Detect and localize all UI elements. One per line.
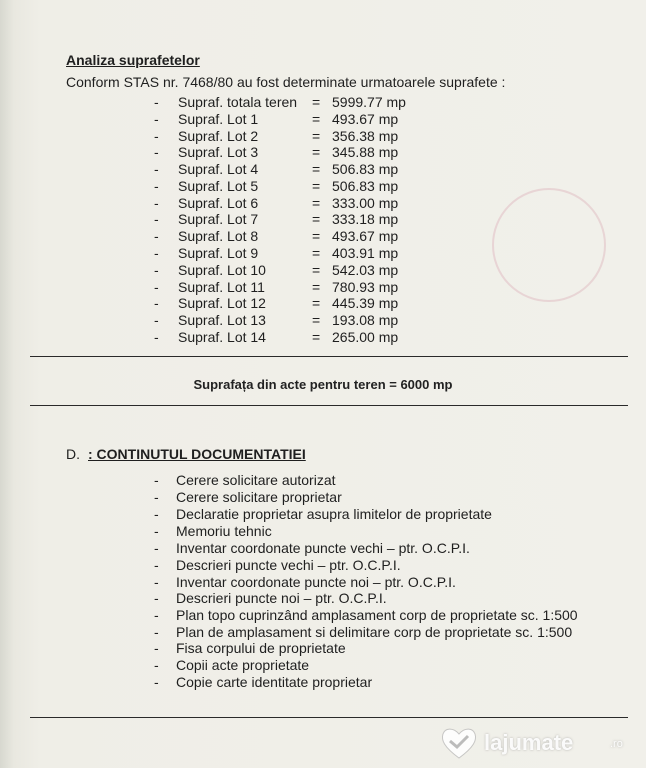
list-dash: - xyxy=(154,161,159,177)
list-dash: - xyxy=(154,489,159,505)
equals-sign: = xyxy=(312,195,321,211)
surface-value: 780.93 mp xyxy=(332,279,399,295)
list-item-text: Descrieri puncte noi – ptr. O.C.P.I. xyxy=(176,590,387,606)
list-dash: - xyxy=(154,624,159,640)
list-dash: - xyxy=(154,657,159,673)
list-item-text: Plan de amplasament si delimitare corp de proprietate sc. 1:500 xyxy=(176,624,573,640)
section-d-title: : CONTINUTUL DOCUMENTATIEI xyxy=(88,446,306,462)
list-item-text: Memoriu tehnic xyxy=(176,523,272,539)
watermark-text: lajumate xyxy=(484,730,574,755)
list-item-text: Inventar coordonate puncte noi – ptr. O.C.P.I. xyxy=(176,574,456,590)
list-item-text: Copie carte identitate proprietar xyxy=(176,674,373,690)
surface-label: Supraf. totala teren xyxy=(178,94,298,110)
list-dash: - xyxy=(154,557,159,573)
surface-value: 542.03 mp xyxy=(332,262,399,278)
section-title: Analiza suprafetelor xyxy=(66,52,200,68)
list-dash: - xyxy=(154,574,159,590)
list-item-text: Cerere solicitare proprietar xyxy=(176,489,342,505)
list-dash: - xyxy=(154,211,159,227)
equals-sign: = xyxy=(312,211,321,227)
surface-value: 493.67 mp xyxy=(332,228,399,244)
surface-value: 445.39 mp xyxy=(332,295,399,311)
watermark-tld: .ro xyxy=(610,738,623,750)
list-item-text: Plan topo cuprinzând amplasament corp de proprietate sc. 1:500 xyxy=(176,607,578,623)
list-dash: - xyxy=(154,228,159,244)
list-dash: - xyxy=(154,94,159,110)
divider-line xyxy=(30,405,628,406)
equals-sign: = xyxy=(312,128,321,144)
equals-sign: = xyxy=(312,178,321,194)
total-area-value: 6000 mp xyxy=(400,377,453,392)
surface-value: 193.08 mp xyxy=(332,312,399,328)
equals-sign: = xyxy=(312,144,321,160)
surface-label: Supraf. Lot 5 xyxy=(178,178,259,194)
equals-sign: = xyxy=(312,279,321,295)
divider-line xyxy=(30,356,628,357)
list-dash: - xyxy=(154,245,159,261)
list-dash: - xyxy=(154,279,159,295)
surface-value: 333.00 mp xyxy=(332,195,399,211)
surface-value: 493.67 mp xyxy=(332,111,399,127)
equals-sign: = xyxy=(312,94,321,110)
surface-label: Supraf. Lot 10 xyxy=(178,262,266,278)
list-dash: - xyxy=(154,329,159,345)
surface-label: Supraf. Lot 11 xyxy=(178,279,265,295)
surface-value: 506.83 mp xyxy=(332,178,399,194)
list-dash: - xyxy=(154,144,159,160)
surface-value: 333.18 mp xyxy=(332,211,399,227)
surface-label: Supraf. Lot 4 xyxy=(178,161,259,177)
equals-sign: = xyxy=(312,228,321,244)
list-dash: - xyxy=(154,312,159,328)
list-dash: - xyxy=(154,295,159,311)
surface-label: Supraf. Lot 6 xyxy=(178,195,259,211)
equals-sign: = xyxy=(312,245,321,261)
stamp-bleed-through xyxy=(492,188,606,302)
list-dash: - xyxy=(154,506,159,522)
surface-value: 345.88 mp xyxy=(332,144,399,160)
list-dash: - xyxy=(154,607,159,623)
list-dash: - xyxy=(154,540,159,556)
heart-icon xyxy=(440,726,478,765)
list-dash: - xyxy=(154,640,159,656)
list-item-text: Descrieri puncte vechi – ptr. O.C.P.I. xyxy=(176,557,401,573)
list-item-text: Declaratie proprietar asupra limitelor de proprietate xyxy=(176,506,492,522)
list-dash: - xyxy=(154,111,159,127)
surface-value: 5999.77 mp xyxy=(332,94,406,110)
total-area-line xyxy=(0,377,646,392)
list-dash: - xyxy=(154,195,159,211)
surface-label: Supraf. Lot 2 xyxy=(178,128,259,144)
list-dash: - xyxy=(154,674,159,690)
list-dash: - xyxy=(154,523,159,539)
intro-text: Conform STAS nr. 7468/80 au fost determinate urmatoarele suprafete : xyxy=(66,74,506,90)
site-watermark xyxy=(440,724,640,764)
surface-label: Supraf. Lot 12 xyxy=(178,295,266,311)
list-item-text: Cerere solicitare autorizat xyxy=(176,472,336,488)
surface-value: 506.83 mp xyxy=(332,161,399,177)
surface-label: Supraf. Lot 13 xyxy=(178,312,266,328)
surface-value: 403.91 mp xyxy=(332,245,399,261)
list-dash: - xyxy=(154,128,159,144)
surface-label: Supraf. Lot 7 xyxy=(178,211,259,227)
surface-value: 265.00 mp xyxy=(332,329,399,345)
surface-label: Supraf. Lot 3 xyxy=(178,144,259,160)
list-dash: - xyxy=(154,590,159,606)
total-area-label: Suprafața din acte pentru teren = xyxy=(193,377,401,392)
surface-label: Supraf. Lot 8 xyxy=(178,228,259,244)
equals-sign: = xyxy=(312,295,321,311)
surface-label: Supraf. Lot 1 xyxy=(178,111,259,127)
list-item-text: Copii acte proprietate xyxy=(176,657,310,673)
equals-sign: = xyxy=(312,111,321,127)
list-dash: - xyxy=(154,262,159,278)
equals-sign: = xyxy=(312,329,321,345)
surface-label: Supraf. Lot 14 xyxy=(178,329,266,345)
list-item-text: Inventar coordonate puncte vechi – ptr. O.C.P.I. xyxy=(176,540,470,556)
equals-sign: = xyxy=(312,312,321,328)
surface-label: Supraf. Lot 9 xyxy=(178,245,259,261)
equals-sign: = xyxy=(312,161,321,177)
surface-value: 356.38 mp xyxy=(332,128,399,144)
equals-sign: = xyxy=(312,262,321,278)
divider-line xyxy=(30,717,628,718)
list-dash: - xyxy=(154,178,159,194)
list-item-text: Fisa corpului de proprietate xyxy=(176,640,346,656)
section-letter: D. xyxy=(66,446,80,462)
list-dash: - xyxy=(154,472,159,488)
